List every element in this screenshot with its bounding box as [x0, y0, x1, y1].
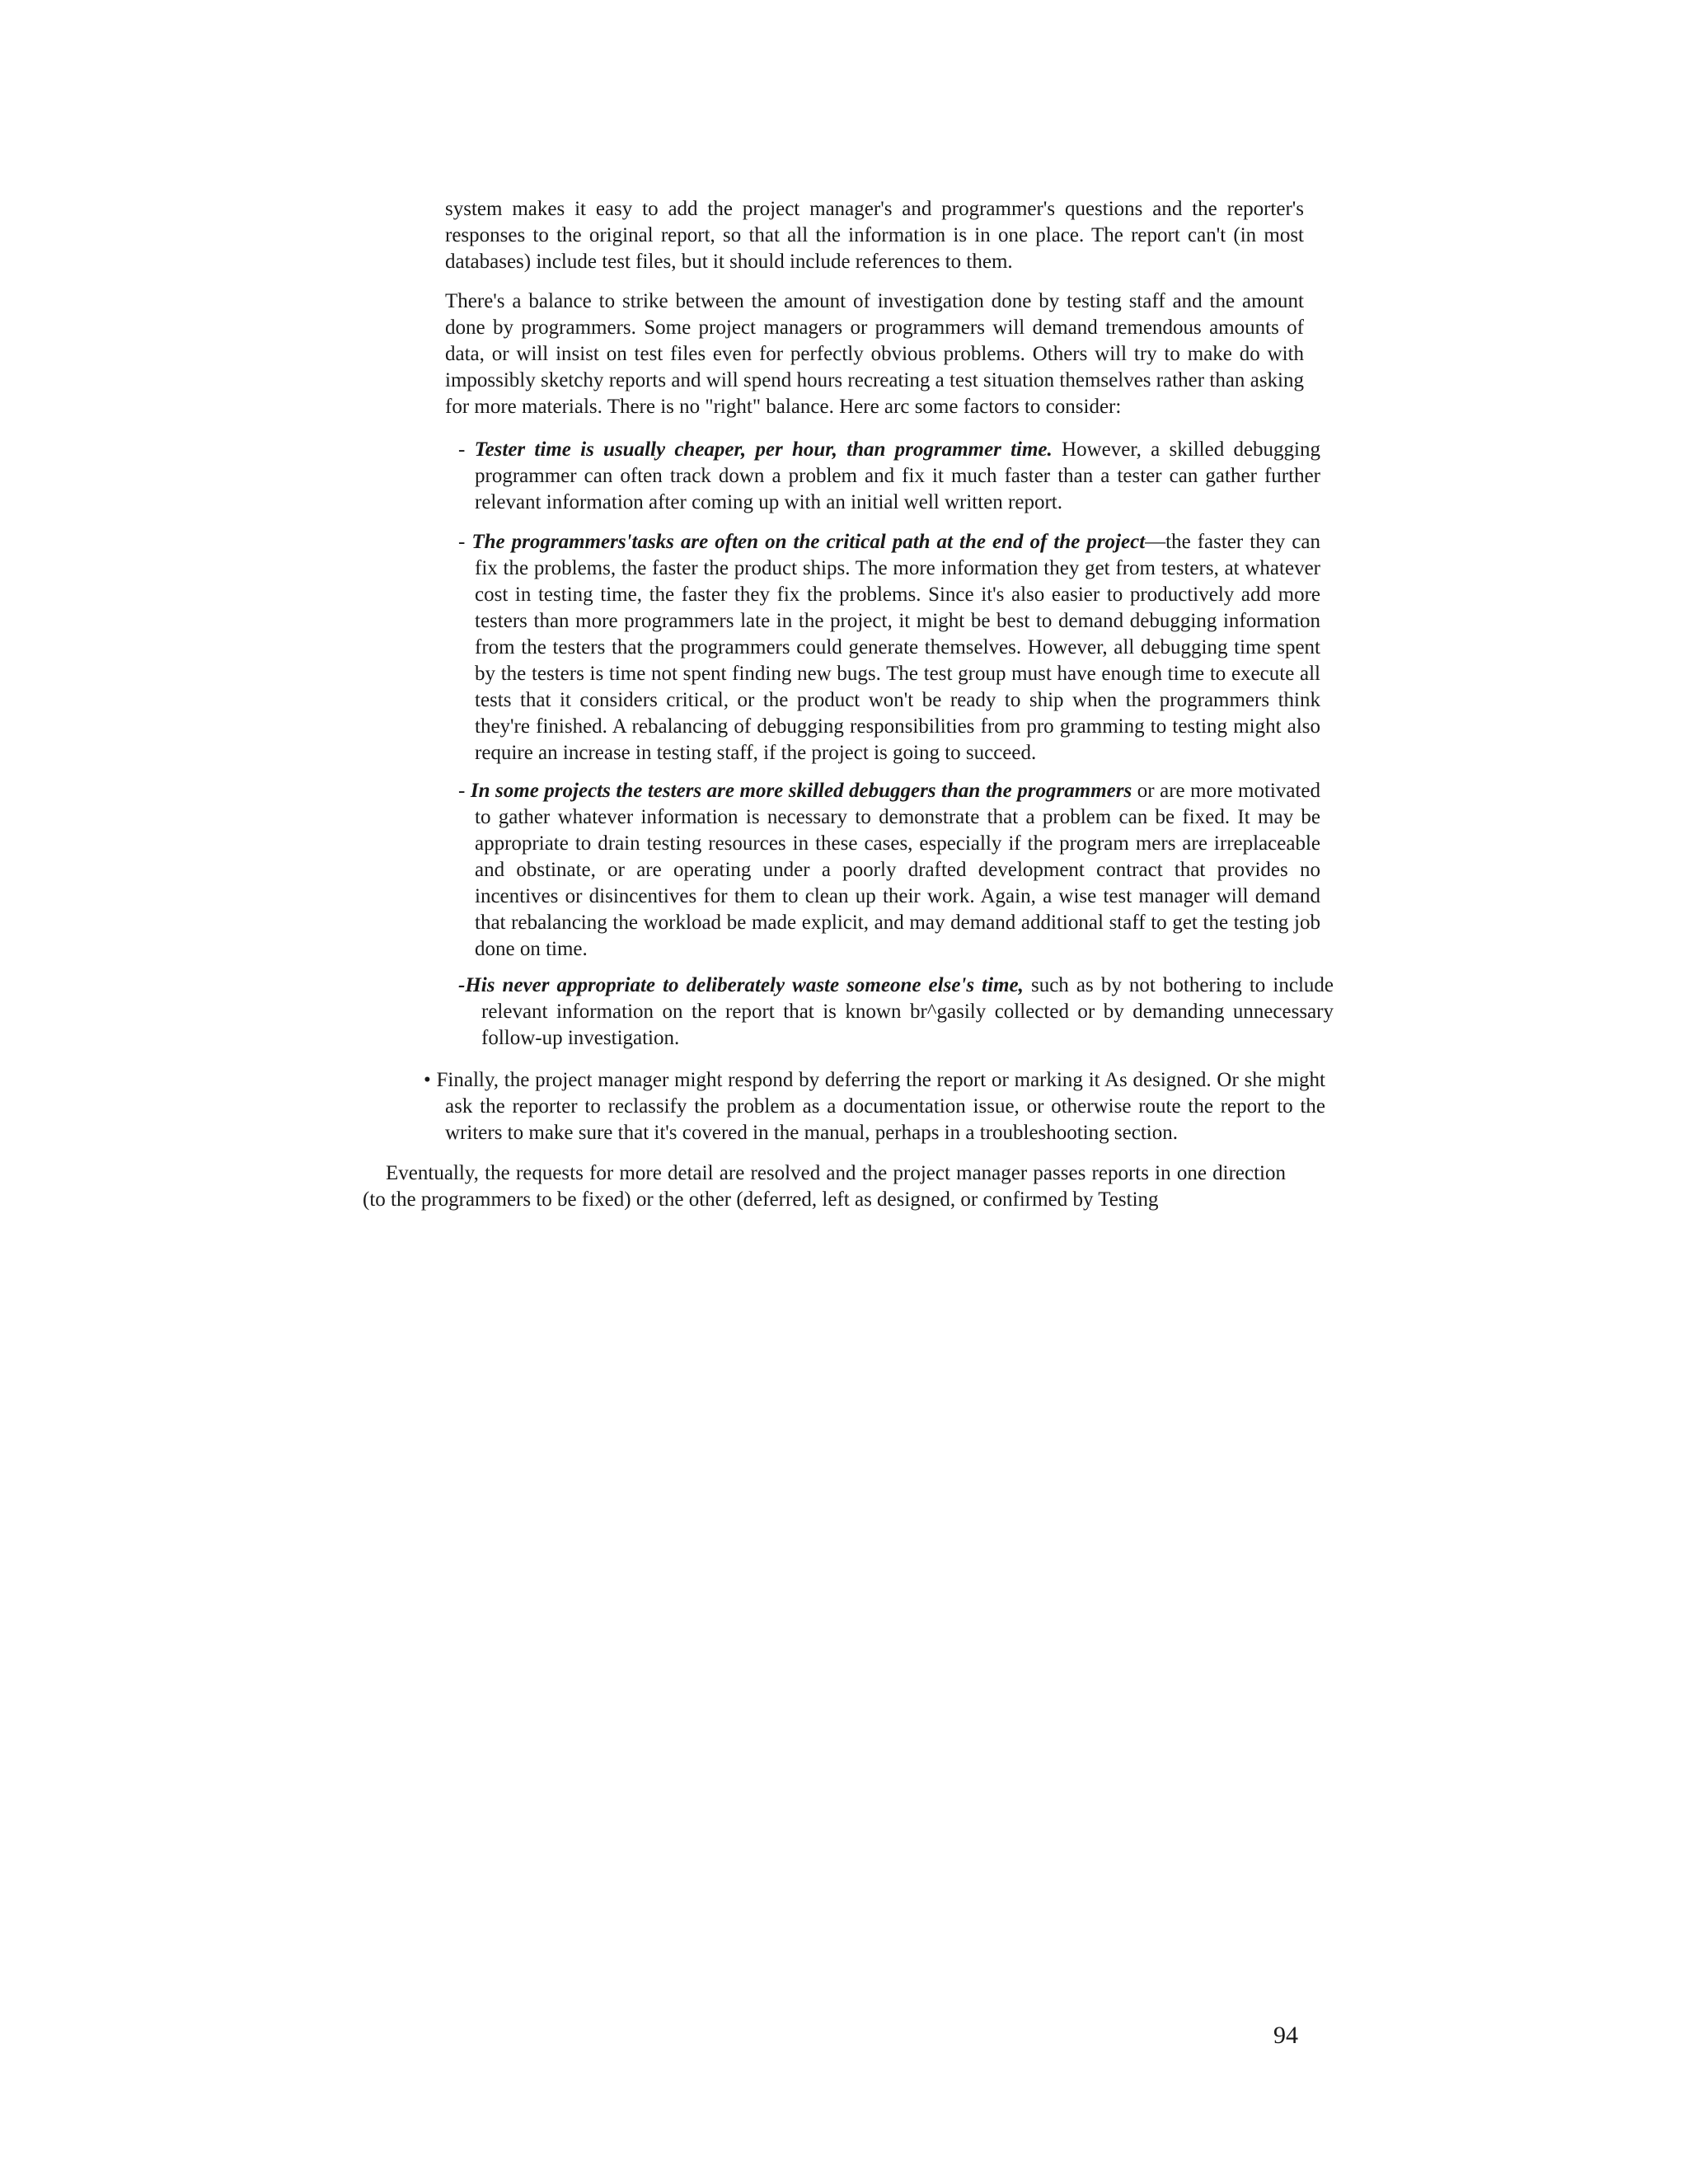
factor-item: [452, 437, 1320, 516]
factor-text: such as by not bothering to include relevant information on the report that is known br^gasily collected or by demanding unnecessary follow-up investigation.: [481, 974, 1334, 1049]
page-number: 94: [1273, 2022, 1298, 2049]
factor-item: [452, 529, 1320, 766]
dash-marker: -: [458, 780, 471, 802]
factor-text: —the faster they can fix the problems, the faster the product ships. The more information they get from testers, at whatever cost in testing time, the faster they fix the problems. Since it's also easier to productively add more testers than more programmers late in the project, it might be best to demand debugging information from the testers that the programmers could generate themselves. However, all debugging time spent by the testers is time not spent finding new bugs. The test group must have enough time to execute all tests that it considers critical, or the product won't be ready to ship when the programmers think they're finished. A rebalancing of debugging responsibilities from pro gramming to testing might also require an increase in testing staff, if the project is going to succeed.: [475, 531, 1321, 764]
intro-paragraph: system makes it easy to add the project manager's and programmer's questions and the reporter's responses to the original report, so that all the information is in one place. The report can't (in most databases) include test files, but it should include references to them.: [445, 198, 1304, 273]
balance-paragraph: There's a balance to strike between the amount of investigation done by testing staff and the amount done by programmers. Some project managers or programmers will demand tremendous amounts of data, or will insist on test files even for perfectly obvious problems. Others will try to make do with impossibly sketchy reports and will spend hours recreating a test situation themselves rather than asking for more materials. There is no "right" balance. Here arc some factors to consider:: [445, 290, 1304, 418]
factor-item: [452, 972, 1334, 1052]
factor-item: [452, 778, 1320, 963]
factor-lead: His never appropriate to deliberately waste someone else's time,: [465, 974, 1024, 996]
factor-text: However, a skilled debugging programmer can often track down a problem and fix it much faster than a tester can gather further relevant information after coming up with an initial well written report.: [475, 438, 1320, 513]
finally-bullet: • Finally, the project manager might respond by deferring the report or marking it As designed. Or she might ask the reporter to reclassify the problem as a documentation issue, or otherwise route the report to the writers to make sure that it's covered in the manual, perhaps in a troubleshooting section.: [424, 1069, 1325, 1144]
factor-lead: In some projects the testers are more skilled debuggers than the programmers: [470, 780, 1132, 802]
factor-text: or are more motivated to gather whatever information is necessary to demonstrate that a problem can be fixed. It may be appropriate to drain testing resources in these cases, especially if the program mers are irreplaceable and obstinate, or are operating under a poorly drafted development contract that provides no incentives or disincentives for them to clean up their work. Again, a wise test manager will demand that rebalancing the workload be made explicit, and may demand additional staff to get the testing job done on time.: [475, 780, 1321, 960]
eventually-paragraph: Eventually, the requests for more detail are resolved and the project manager passes reports in one direction (to the programmers to be fixed) or the other (deferred, left as designed, or confirmed by Testing: [363, 1162, 1286, 1211]
dash-marker: -: [458, 438, 475, 461]
factor-lead: The programmers'tasks are often on the critical path at the end of the project: [471, 531, 1146, 553]
dash-marker: -: [458, 531, 472, 553]
factor-lead: Tester time is usually cheaper, per hour, than programmer time.: [474, 438, 1053, 461]
dash-marker: -: [458, 974, 466, 996]
